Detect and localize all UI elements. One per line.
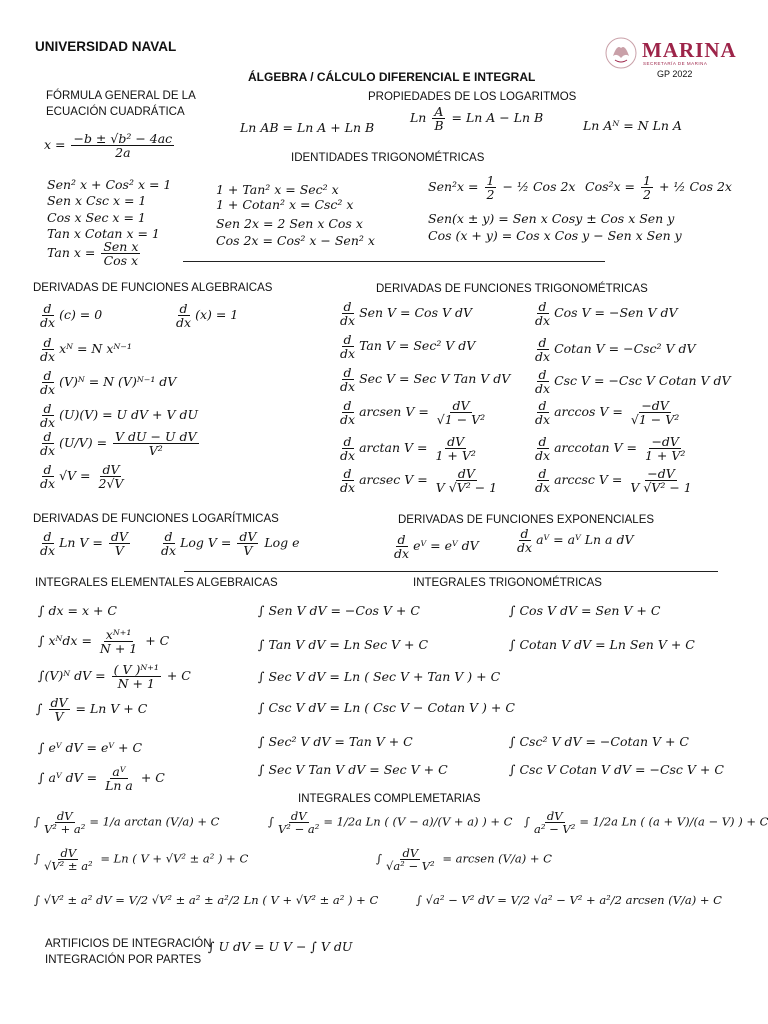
int-tan: ∫ Tan V dV = Ln Sec V + C xyxy=(258,637,429,652)
eagle-emblem-icon xyxy=(604,36,638,70)
int-csc: ∫ Csc V dV = Ln ( Csc V − Cotan V ) + C xyxy=(258,700,515,715)
identity-tan-cotan: Tan x Cotan x = 1 xyxy=(47,226,160,241)
identity-tan-sec: 1 + Tan² x = Sec² x xyxy=(216,182,339,197)
identity-sen2-half: Sen²x = $\frac{1}{2}$ − ½ Cos 2x xyxy=(428,173,576,203)
int-cotan: ∫ Cotan V dV = Ln Sen V + C xyxy=(509,637,695,652)
int-power: ∫ xᴺdx = $\frac{\text{xᴺ⁺¹}}{N + 1}$ + C xyxy=(38,627,170,657)
log-product-rule: Ln AB = Ln A + Ln B xyxy=(240,120,375,135)
deriv-arccos: $\frac{d}{dx}$ arccos V = $\frac{-dV}{\text{√1 − V²}}$ xyxy=(535,398,680,428)
deriv-chain-power: $\frac{d}{dx}$ (V)ᴺ = N (V)ᴺ⁻¹ dV xyxy=(40,368,177,398)
quadratic-heading: FÓRMULA GENERAL DE LA ECUACIÓN CUADRÁTICA xyxy=(46,90,196,118)
deriv-sec: $\frac{d}{dx}$ Sec V = Sec V Tan V dV xyxy=(340,365,511,395)
int-exp-a: ∫ aⱽ dV = $\frac{\text{aⱽ}}{\text{Ln a}}$ + C xyxy=(38,764,165,794)
divider xyxy=(184,571,718,572)
deriv-power: $\frac{d}{dx}$ xᴺ = N xᴺ⁻¹ xyxy=(40,335,132,365)
deriv-tan: $\frac{d}{dx}$ Tan V = Sec² V dV xyxy=(340,332,476,362)
int-arcsen: ∫ $\frac{dV}{\text{√a² − V²}}$ = arcsen (V/a) + C xyxy=(376,846,552,874)
marina-logo xyxy=(604,36,638,75)
identity-pythagorean: Sen² x + Cos² x = 1 xyxy=(47,177,172,192)
int-algebraic-heading: INTEGRALES ELEMENTALES ALGEBRAICAS xyxy=(35,577,278,589)
int-csc2: ∫ Csc² V dV = −Cotan V + C xyxy=(509,734,689,749)
trig-identities-heading: IDENTIDADES TRIGONOMÉTRICAS xyxy=(291,152,485,164)
deriv-arcsen: $\frac{d}{dx}$ arcsen V = $\frac{dV}{\text{√1 − V²}}$ xyxy=(340,398,486,428)
int-dx: ∫ dx = x + C xyxy=(38,603,117,618)
deriv-product: $\frac{d}{dx}$ (U)(V) = U dV + V dU xyxy=(40,401,199,431)
gp-tag: GP 2022 xyxy=(657,69,693,79)
deriv-constant: $\frac{d}{dx}$ (c) = 0 xyxy=(40,301,103,331)
deriv-e: $\frac{d}{dx}$ eⱽ = eⱽ dV xyxy=(394,532,479,562)
int-csc-cotan: ∫ Csc V Cotan V dV = −Csc V + C xyxy=(509,762,724,777)
int-by-parts: ∫ U dV = U V − ∫ V dU xyxy=(208,939,353,954)
int-trig-heading: INTEGRALES TRIGONOMÉTRICAS xyxy=(413,577,602,589)
identity-tan-quotient: Tan x = $\frac{\text{Sen x}}{\text{Cos x}}$ xyxy=(47,239,139,269)
int-sec-tan: ∫ Sec V Tan V dV = Sec V + C xyxy=(258,762,448,777)
deriv-cotan: $\frac{d}{dx}$ Cotan V = −Csc² V dV xyxy=(535,335,696,365)
identity-cos-sec: Cos x Sec x = 1 xyxy=(47,210,146,225)
deriv-csc: $\frac{d}{dx}$ Csc V = −Csc V Cotan V dV xyxy=(535,367,731,397)
log-properties-heading: PROPIEDADES DE LOS LOGARITMOS xyxy=(368,91,577,103)
deriv-algebraic-heading: DERIVADAS DE FUNCIONES ALGEBRAICAS xyxy=(33,282,273,294)
int-chain-power: ∫(V)ᴺ dV = $\frac{\text{( V )ᴺ⁺¹}}{N + 1}$ + C xyxy=(38,662,191,692)
deriv-sqrt: $\frac{d}{dx}$ √V = $\frac{dV}{2√V}$ xyxy=(40,462,124,492)
identity-cos-sum: Cos (x + y) = Cos x Cos y − Sen x Sen y xyxy=(428,228,682,243)
int-ln-v-minus-a: ∫ $\frac{dV}{\text{V² − a²}}$ = 1/2a Ln ( (V − a)/(V + a) ) + C xyxy=(268,809,513,837)
deriv-identity: $\frac{d}{dx}$ (x) = 1 xyxy=(176,301,239,331)
identity-sen-2x: Sen 2x = 2 Sen x Cos x xyxy=(216,216,363,231)
int-sqrt-v2-a2: ∫ √V² ± a² dV = V/2 √V² ± a² ± a²/2 Ln ( V + √V² ± a² ) + C xyxy=(34,893,379,907)
deriv-arccsc: $\frac{d}{dx}$ arccsc V = $\frac{-dV}{\text{V √V² − 1}}$ xyxy=(535,466,692,496)
int-sen: ∫ Sen V dV = −Cos V + C xyxy=(258,603,420,618)
deriv-a: $\frac{d}{dx}$ aⱽ = aⱽ Ln a dV xyxy=(517,526,634,556)
deriv-log-heading: DERIVADAS DE FUNCIONES LOGARÍTMICAS xyxy=(33,513,279,525)
identity-cotan-csc: 1 + Cotan² x = Csc² x xyxy=(216,197,354,212)
quadratic-formula: x = $\frac{\text{−b ± √b² − 4ac}}{2a}$ xyxy=(44,131,173,161)
page-title: ÁLGEBRA / CÁLCULO DIFERENCIAL E INTEGRAL xyxy=(248,70,536,84)
identity-sen-sum: Sen(x ± y) = Sen x Cosy ± Cos x Sen y xyxy=(428,211,675,226)
int-reciprocal: ∫ $\frac{dV}{V}$ = Ln V + C xyxy=(36,695,148,725)
logo-subtext: SECRETARÍA DE MARINA xyxy=(643,61,708,66)
identity-cos-2x: Cos 2x = Cos² x − Sen² x xyxy=(216,233,375,248)
by-parts-heading: INTEGRACIÓN POR PARTES xyxy=(45,954,202,966)
int-ln-a-plus-v: ∫ $\frac{dV}{\text{a² − V²}}$ = 1/2a Ln ( (a + V)/(a − V) ) + C xyxy=(524,809,768,837)
int-ln-sqrt: ∫ $\frac{dV}{\text{√V² ± a²}}$ = Ln ( V + √V² ± a² ) + C xyxy=(34,846,249,874)
log-quotient-rule: Ln $\frac{A}{B}$ = Ln A − Ln B xyxy=(410,104,544,134)
int-cos: ∫ Cos V dV = Sen V + C xyxy=(509,603,661,618)
deriv-exp-heading: DERIVADAS DE FUNCIONES EXPONENCIALES xyxy=(398,514,655,526)
log-power-rule: Ln Aᴺ = N Ln A xyxy=(583,118,682,133)
deriv-trig-heading: DERIVADAS DE FUNCIONES TRIGONOMÉTRICAS xyxy=(376,283,648,295)
int-sec2: ∫ Sec² V dV = Tan V + C xyxy=(258,734,413,749)
university-name: UNIVERSIDAD NAVAL xyxy=(35,39,177,54)
deriv-arccotan: $\frac{d}{dx}$ arccotan V = $\frac{-dV}{\text{1 + V²}}$ xyxy=(535,434,686,464)
int-sqrt-a2-v2: ∫ √a² − V² dV = V/2 √a² − V² + a²/2 arcsen (V/a) + C xyxy=(416,893,722,907)
artifices-heading: ARTIFICIOS DE INTEGRACIÓN xyxy=(45,938,212,950)
identity-sen-csc: Sen x Csc x = 1 xyxy=(47,193,147,208)
identity-cos2-half: Cos²x = $\frac{1}{2}$ + ½ Cos 2x xyxy=(585,173,732,203)
deriv-sen: $\frac{d}{dx}$ Sen V = Cos V dV xyxy=(340,299,473,329)
int-exp-e: ∫ eⱽ dV = eⱽ + C xyxy=(38,740,143,755)
divider xyxy=(183,261,605,262)
int-complementary-heading: INTEGRALES COMPLEMETARIAS xyxy=(298,793,481,805)
logo-text: MARINA xyxy=(642,38,737,62)
int-arctan: ∫ $\frac{dV}{\text{V² + a²}}$ = 1/a arctan (V/a) + C xyxy=(34,809,220,837)
int-sec: ∫ Sec V dV = Ln ( Sec V + Tan V ) + C xyxy=(258,669,501,684)
deriv-arctan: $\frac{d}{dx}$ arctan V = $\frac{dV}{\text{1 + V²}}$ xyxy=(340,434,476,464)
deriv-arcsec: $\frac{d}{dx}$ arcsec V = $\frac{dV}{\text{V √V² − 1}}$ xyxy=(340,466,498,496)
deriv-quotient: $\frac{d}{dx}$ (U/V) = $\frac{\text{V dU − U dV}}{\text{V²}}$ xyxy=(40,429,197,459)
deriv-log: $\frac{d}{dx}$ Log V = $\frac{dV}{V}$ Log e xyxy=(161,529,300,559)
deriv-ln: $\frac{d}{dx}$ Ln V = $\frac{dV}{V}$ xyxy=(40,529,128,559)
deriv-cos: $\frac{d}{dx}$ Cos V = −Sen V dV xyxy=(535,299,678,329)
